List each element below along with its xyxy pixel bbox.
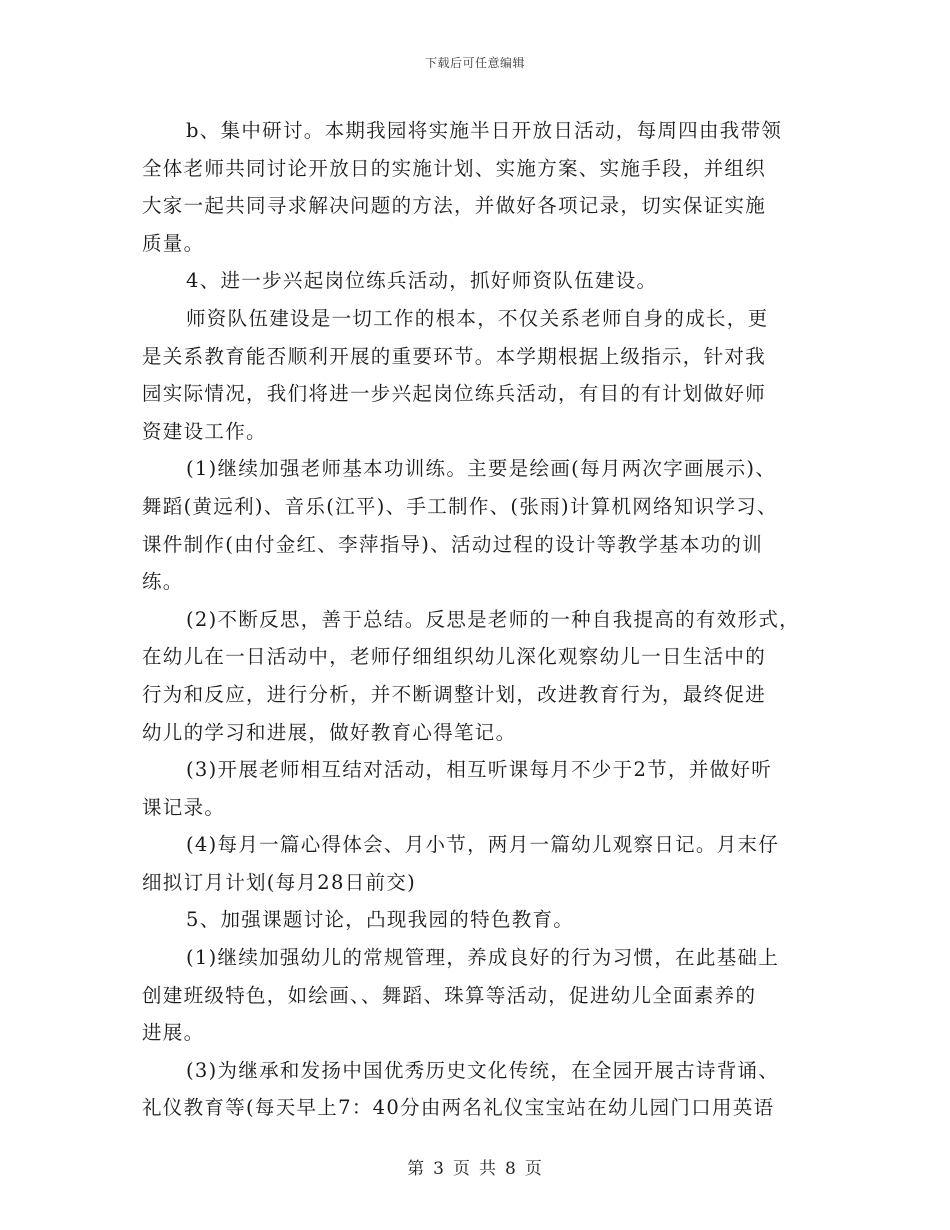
list-item-line: (3)为继承和发扬中国优秀历史文化传统，在全园开展古诗背诵、 — [186, 1058, 780, 1082]
paragraph-line: 质量。 — [142, 231, 205, 255]
page-footer — [0, 1154, 950, 1179]
document-body — [142, 112, 810, 1127]
paragraph-line: 园实际情况，我们将进一步兴起岗位练兵活动，有目的有计划做好师 — [142, 382, 767, 406]
paragraph-line: 幼儿的学习和进展，做好教育心得笔记。 — [142, 720, 517, 744]
page-header: 下载后可任意编辑 — [424, 56, 525, 70]
paragraph-line: 师资队伍建设是一切工作的根本，不仅关系老师自身的成长，更 — [186, 306, 769, 330]
paragraph-line: 全体老师共同讨论开放日的实施计划、实施方案、实施手段，并组织 — [142, 156, 767, 180]
paragraph-line: 细拟订月计划(每月28日前交) — [142, 870, 417, 894]
paragraph-line: 在幼儿在一日活动中，老师仔细组织幼儿深化观察幼儿一日生活中的 — [142, 645, 767, 669]
paragraph-line: 资建设工作。 — [142, 419, 267, 443]
paragraph-line: 课记录。 — [142, 795, 226, 819]
paragraph-line: 礼仪教育等(每天早上7：40分由两名礼仪宝宝站在幼儿园门口用英语 — [142, 1096, 775, 1120]
paragraph-line: 大家一起共同寻求解决问题的方法，并做好各项记录，切实保证实施 — [142, 194, 767, 218]
footer-total-label: 共 — [479, 1159, 497, 1179]
section-heading: 5、加强课题讨论，凸现我园的特色教育。 — [186, 908, 575, 932]
paragraph-line: 练。 — [142, 570, 184, 594]
current-page-number: 3 — [433, 1159, 445, 1179]
paragraph-line: 创建班级特色，如绘画、、舞蹈、珠算等活动，促进幼儿全面素养的 — [142, 983, 757, 1007]
paragraph-line: 课件制作(由付金红、李萍指导)、活动过程的设计等教学基本功的训 — [142, 532, 764, 556]
list-item-line: (4)每月一篇心得体会、月小节，两月一篇幼儿观察日记。月末仔 — [186, 833, 780, 857]
list-item-line: (1)继续加强幼儿的常规管理，养成良好的行为习惯，在此基础上 — [186, 946, 780, 970]
total-pages-number: 8 — [505, 1159, 517, 1179]
footer-prefix: 第 — [407, 1159, 426, 1179]
section-heading: 4、进一步兴起岗位练兵活动，抓好师资队伍建设。 — [186, 269, 658, 293]
list-item-line: (1)继续加强老师基本功训练。主要是绘画(每月两次字画展示)、 — [186, 457, 777, 481]
list-item-line: (2)不断反思，善于总结。反思是老师的一种自我提高的有效形式， — [186, 607, 800, 631]
paragraph-line: b、集中研讨。本期我园将实施半日开放日活动，每周四由我带领 — [186, 119, 783, 142]
list-item-line: (3)开展老师相互结对活动，相互听课每月不少于2节，并做好听 — [186, 758, 773, 782]
paragraph-line: 行为和反应，进行分析，并不断调整计划，改进教育行为，最终促进 — [142, 682, 767, 706]
paragraph-line: 舞蹈(黄远利)、音乐(江平)、手工制作、(张雨)计算机网络知识学习、 — [142, 494, 778, 518]
paragraph-line: 进展。 — [142, 1021, 205, 1045]
paragraph-line: 是关系教育能否顺利开展的重要环节。本学期根据上级指示，针对我 — [142, 344, 767, 368]
footer-suffix: 页 — [524, 1159, 543, 1179]
footer-page-label: 页 — [453, 1159, 471, 1179]
